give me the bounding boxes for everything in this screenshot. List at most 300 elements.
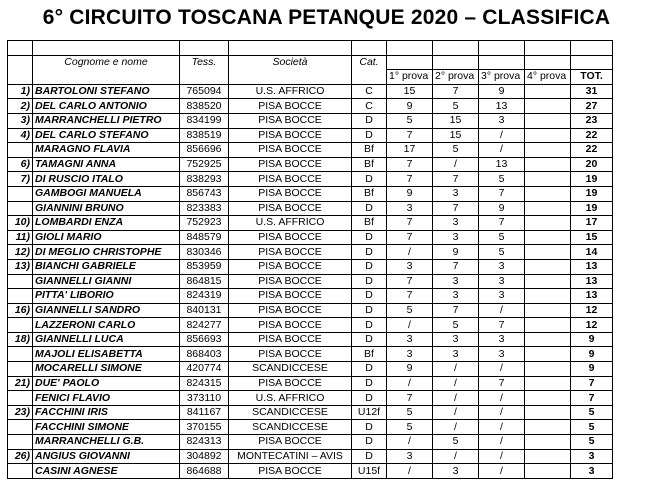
prova-3-cell: / (479, 420, 525, 435)
tot-cell: 19 (571, 201, 613, 216)
prova-2-cell: 15 (433, 113, 479, 128)
tess-cell: 834199 (180, 113, 229, 128)
table-row (8, 259, 613, 274)
societa-cell: PISA BOCCE (229, 99, 352, 114)
cat-cell: D (352, 435, 387, 450)
prova-3-cell: 3 (479, 289, 525, 304)
table-row (8, 216, 613, 231)
prova-1-cell: 9 (387, 362, 433, 377)
prova-2-cell: 7 (433, 259, 479, 274)
tot-cell: 3 (571, 464, 613, 479)
prova-2-cell: 3 (433, 216, 479, 231)
prova-1-cell: / (387, 435, 433, 450)
prova-1-cell: 7 (387, 216, 433, 231)
prova-2-cell: 3 (433, 274, 479, 289)
societa-cell: PISA BOCCE (229, 274, 352, 289)
table-row (8, 405, 613, 420)
tot-cell: 7 (571, 391, 613, 406)
spacer-row (8, 41, 613, 56)
header-prova-3: 3° prova (479, 70, 525, 85)
table-row (8, 186, 613, 201)
name-cell: BARTOLONI STEFANO (33, 84, 180, 99)
prova-4-cell (525, 216, 571, 231)
societa-cell: PISA BOCCE (229, 303, 352, 318)
prova-2-cell: 7 (433, 172, 479, 187)
cat-cell: D (352, 113, 387, 128)
prova-4-cell (525, 376, 571, 391)
name-cell: DEL CARLO ANTONIO (33, 99, 180, 114)
prova-3-cell: 13 (479, 157, 525, 172)
rank-cell: 3) (8, 113, 33, 128)
prova-2-cell: 7 (433, 84, 479, 99)
societa-cell: PISA BOCCE (229, 172, 352, 187)
prova-1-cell: / (387, 376, 433, 391)
societa-cell: PISA BOCCE (229, 245, 352, 260)
societa-cell: U.S. AFFRICO (229, 216, 352, 231)
cat-cell: D (352, 201, 387, 216)
cat-cell: D (352, 259, 387, 274)
tot-cell: 22 (571, 128, 613, 143)
table-row (8, 391, 613, 406)
name-cell: FACCHINI IRIS (33, 405, 180, 420)
rank-cell: 2) (8, 99, 33, 114)
prova-1-cell: 7 (387, 157, 433, 172)
prova-1-cell: 5 (387, 420, 433, 435)
name-cell: BIANCHI GABRIELE (33, 259, 180, 274)
tot-cell: 23 (571, 113, 613, 128)
prova-3-cell: 3 (479, 347, 525, 362)
prova-1-cell: 9 (387, 99, 433, 114)
tess-cell: 853959 (180, 259, 229, 274)
name-cell: MARAGNO FLAVIA (33, 143, 180, 158)
prova-4-cell (525, 347, 571, 362)
prova-3-cell: 5 (479, 172, 525, 187)
name-cell: MAJOLI ELISABETTA (33, 347, 180, 362)
prova-1-cell: 7 (387, 128, 433, 143)
name-cell: GAMBOGI MANUELA (33, 186, 180, 201)
tess-cell: 838519 (180, 128, 229, 143)
prova-1-cell: / (387, 464, 433, 479)
prova-3-cell: 3 (479, 332, 525, 347)
prova-4-cell (525, 332, 571, 347)
name-cell: LAZZERONI CARLO (33, 318, 180, 333)
rank-cell: 18) (8, 332, 33, 347)
name-cell: GIANNELLI SANDRO (33, 303, 180, 318)
table-row (8, 84, 613, 99)
name-cell: FACCHINI SIMONE (33, 420, 180, 435)
societa-cell: SCANDICCESE (229, 362, 352, 377)
cat-cell: D (352, 391, 387, 406)
tess-cell: 420774 (180, 362, 229, 377)
societa-cell: MONTECATINI – AVIS (229, 449, 352, 464)
page-title: 6° CIRCUITO TOSCANA PETANQUE 2020 – CLASSIFICA (42, 6, 611, 29)
subheader-row (8, 70, 613, 85)
tot-cell: 14 (571, 245, 613, 260)
rank-cell (8, 420, 33, 435)
cat-cell: Bf (352, 186, 387, 201)
cat-cell: D (352, 420, 387, 435)
prova-3-cell: / (479, 405, 525, 420)
prova-2-cell: 7 (433, 201, 479, 216)
name-cell: MARRANCHELLI G.B. (33, 435, 180, 450)
prova-1-cell: 7 (387, 172, 433, 187)
tess-cell: 864815 (180, 274, 229, 289)
name-cell: DI RUSCIO ITALO (33, 172, 180, 187)
prova-4-cell (525, 318, 571, 333)
cat-cell: D (352, 449, 387, 464)
prova-1-cell: 3 (387, 332, 433, 347)
tot-cell: 20 (571, 157, 613, 172)
tot-cell: 12 (571, 318, 613, 333)
prova-3-cell: / (479, 435, 525, 450)
prova-4-cell (525, 259, 571, 274)
prova-3-cell: / (479, 128, 525, 143)
prova-2-cell: / (433, 157, 479, 172)
prova-1-cell: 7 (387, 289, 433, 304)
prova-4-cell (525, 172, 571, 187)
cat-cell: Bf (352, 216, 387, 231)
tess-cell: 824315 (180, 376, 229, 391)
prova-3-cell: 9 (479, 201, 525, 216)
cat-cell: D (352, 245, 387, 260)
table-row (8, 201, 613, 216)
rank-cell (8, 347, 33, 362)
tess-cell: 868403 (180, 347, 229, 362)
prova-4-cell (525, 391, 571, 406)
tess-cell: 841167 (180, 405, 229, 420)
prova-1-cell: 17 (387, 143, 433, 158)
tot-cell: 13 (571, 289, 613, 304)
prova-1-cell: 3 (387, 347, 433, 362)
tot-cell: 5 (571, 435, 613, 450)
prova-3-cell: 7 (479, 216, 525, 231)
rank-cell (8, 318, 33, 333)
tot-cell: 7 (571, 376, 613, 391)
tot-cell: 13 (571, 259, 613, 274)
name-cell: CASINI AGNESE (33, 464, 180, 479)
name-cell: GIANNINI BRUNO (33, 201, 180, 216)
tot-cell: 9 (571, 362, 613, 377)
table-row (8, 376, 613, 391)
societa-cell: PISA BOCCE (229, 318, 352, 333)
prova-1-cell: 7 (387, 274, 433, 289)
rank-cell (8, 464, 33, 479)
table-row (8, 332, 613, 347)
table-row (8, 230, 613, 245)
tess-cell: 856693 (180, 332, 229, 347)
table-row (8, 143, 613, 158)
tess-cell: 830346 (180, 245, 229, 260)
rank-cell (8, 362, 33, 377)
prova-3-cell: / (479, 449, 525, 464)
tot-cell: 15 (571, 230, 613, 245)
name-cell: DEL CARLO STEFANO (33, 128, 180, 143)
name-cell: DI MEGLIO CHRISTOPHE (33, 245, 180, 260)
cat-cell: D (352, 289, 387, 304)
prova-4-cell (525, 405, 571, 420)
prova-4-cell (525, 157, 571, 172)
table-row (8, 289, 613, 304)
name-cell: GIANNELLI LUCA (33, 332, 180, 347)
societa-cell: PISA BOCCE (229, 332, 352, 347)
prova-1-cell: 7 (387, 230, 433, 245)
prova-4-cell (525, 113, 571, 128)
table-row (8, 113, 613, 128)
tess-cell: 765094 (180, 84, 229, 99)
cat-cell: D (352, 172, 387, 187)
rank-cell: 6) (8, 157, 33, 172)
prova-1-cell: 3 (387, 201, 433, 216)
rank-cell (8, 201, 33, 216)
tess-cell: 370155 (180, 420, 229, 435)
ranking-table (7, 40, 613, 479)
rank-cell (8, 435, 33, 450)
table-row (8, 420, 613, 435)
rank-cell: 7) (8, 172, 33, 187)
name-cell: LOMBARDI ENZA (33, 216, 180, 231)
tess-cell: 824277 (180, 318, 229, 333)
prova-2-cell: / (433, 405, 479, 420)
cat-cell: D (352, 362, 387, 377)
societa-cell: PISA BOCCE (229, 128, 352, 143)
prova-2-cell: / (433, 391, 479, 406)
tot-cell: 5 (571, 420, 613, 435)
tot-cell: 19 (571, 186, 613, 201)
tot-cell: 22 (571, 143, 613, 158)
prova-1-cell: 5 (387, 405, 433, 420)
prova-2-cell: 5 (433, 143, 479, 158)
tess-cell: 848579 (180, 230, 229, 245)
prova-3-cell: 7 (479, 186, 525, 201)
tot-cell: 3 (571, 449, 613, 464)
prova-3-cell: 7 (479, 318, 525, 333)
cat-cell: Bf (352, 347, 387, 362)
cat-cell: D (352, 332, 387, 347)
societa-cell: U.S. AFFRICO (229, 391, 352, 406)
header-societa: Società (229, 55, 352, 70)
prova-1-cell: 9 (387, 186, 433, 201)
name-cell: GIOLI MARIO (33, 230, 180, 245)
cat-cell: Bf (352, 143, 387, 158)
header-prova-4: 4° prova (525, 70, 571, 85)
cat-cell: C (352, 99, 387, 114)
prova-2-cell: 3 (433, 186, 479, 201)
header-name: Cognome e nome (33, 55, 180, 70)
rank-cell: 13) (8, 259, 33, 274)
societa-cell: SCANDICCESE (229, 405, 352, 420)
prova-3-cell: / (479, 303, 525, 318)
prova-4-cell (525, 84, 571, 99)
table-row (8, 274, 613, 289)
prova-4-cell (525, 274, 571, 289)
societa-cell: PISA BOCCE (229, 157, 352, 172)
tess-cell: 856696 (180, 143, 229, 158)
rank-cell: 4) (8, 128, 33, 143)
prova-3-cell: / (479, 464, 525, 479)
table-row (8, 362, 613, 377)
tot-cell: 17 (571, 216, 613, 231)
header-tess: Tess. (180, 55, 229, 70)
tess-cell: 864688 (180, 464, 229, 479)
rank-cell: 10) (8, 216, 33, 231)
name-cell: MARRANCHELLI PIETRO (33, 113, 180, 128)
tess-cell: 824313 (180, 435, 229, 450)
prova-2-cell: / (433, 420, 479, 435)
table-row (8, 464, 613, 479)
societa-cell: PISA BOCCE (229, 435, 352, 450)
prova-3-cell: / (479, 362, 525, 377)
societa-cell: PISA BOCCE (229, 113, 352, 128)
header-cat: Cat. (352, 55, 387, 70)
prova-2-cell: 5 (433, 318, 479, 333)
prova-4-cell (525, 449, 571, 464)
prova-1-cell: / (387, 245, 433, 260)
name-cell: GIANNELLI GIANNI (33, 274, 180, 289)
societa-cell: PISA BOCCE (229, 464, 352, 479)
societa-cell: PISA BOCCE (229, 347, 352, 362)
cat-cell: C (352, 84, 387, 99)
prova-2-cell: 3 (433, 332, 479, 347)
cat-cell: D (352, 376, 387, 391)
rank-cell: 16) (8, 303, 33, 318)
header-prova-1: 1° prova (387, 70, 433, 85)
prova-2-cell: 3 (433, 347, 479, 362)
prova-1-cell: 7 (387, 391, 433, 406)
prova-1-cell: 5 (387, 113, 433, 128)
prova-2-cell: 5 (433, 435, 479, 450)
prova-2-cell: 7 (433, 303, 479, 318)
prova-4-cell (525, 143, 571, 158)
header-row (8, 55, 613, 70)
cat-cell: D (352, 303, 387, 318)
rank-cell (8, 289, 33, 304)
societa-cell: PISA BOCCE (229, 289, 352, 304)
tot-cell: 31 (571, 84, 613, 99)
table-row (8, 347, 613, 362)
rank-cell: 1) (8, 84, 33, 99)
header-tot: TOT. (571, 70, 613, 85)
prova-4-cell (525, 245, 571, 260)
prova-3-cell: 3 (479, 259, 525, 274)
table-row (8, 172, 613, 187)
table-row (8, 99, 613, 114)
tess-cell: 752923 (180, 216, 229, 231)
tot-cell: 5 (571, 405, 613, 420)
prova-2-cell: / (433, 362, 479, 377)
prova-2-cell: 5 (433, 99, 479, 114)
prova-2-cell: / (433, 449, 479, 464)
societa-cell: PISA BOCCE (229, 376, 352, 391)
tess-cell: 752925 (180, 157, 229, 172)
prova-2-cell: 3 (433, 289, 479, 304)
prova-4-cell (525, 128, 571, 143)
tot-cell: 19 (571, 172, 613, 187)
prova-4-cell (525, 186, 571, 201)
header-prova-2: 2° prova (433, 70, 479, 85)
table-row (8, 303, 613, 318)
rank-cell: 12) (8, 245, 33, 260)
tess-cell: 856743 (180, 186, 229, 201)
tot-cell: 12 (571, 303, 613, 318)
prova-2-cell: 9 (433, 245, 479, 260)
prova-4-cell (525, 289, 571, 304)
rank-cell: 26) (8, 449, 33, 464)
name-cell: TAMAGNI ANNA (33, 157, 180, 172)
prova-3-cell: 7 (479, 376, 525, 391)
table-row (8, 157, 613, 172)
societa-cell: PISA BOCCE (229, 259, 352, 274)
tot-cell: 27 (571, 99, 613, 114)
prova-3-cell: 3 (479, 274, 525, 289)
prova-4-cell (525, 201, 571, 216)
table-row (8, 128, 613, 143)
tot-cell: 9 (571, 347, 613, 362)
prova-3-cell: 5 (479, 230, 525, 245)
prova-4-cell (525, 362, 571, 377)
cat-cell: U15f (352, 464, 387, 479)
cat-cell: Bf (352, 157, 387, 172)
tess-cell: 824319 (180, 289, 229, 304)
rank-cell (8, 186, 33, 201)
prova-2-cell: / (433, 376, 479, 391)
prova-3-cell: / (479, 143, 525, 158)
prova-1-cell: 3 (387, 449, 433, 464)
cat-cell: D (352, 318, 387, 333)
tess-cell: 838520 (180, 99, 229, 114)
tot-cell: 9 (571, 332, 613, 347)
prova-2-cell: 3 (433, 464, 479, 479)
name-cell: FENICI FLAVIO (33, 391, 180, 406)
prova-4-cell (525, 230, 571, 245)
cat-cell: U12f (352, 405, 387, 420)
tess-cell: 304892 (180, 449, 229, 464)
table-row (8, 318, 613, 333)
societa-cell: PISA BOCCE (229, 230, 352, 245)
prova-3-cell: / (479, 391, 525, 406)
societa-cell: U.S. AFFRICO (229, 84, 352, 99)
table-row (8, 449, 613, 464)
prova-1-cell: / (387, 318, 433, 333)
prova-2-cell: 15 (433, 128, 479, 143)
prova-3-cell: 13 (479, 99, 525, 114)
tess-cell: 373110 (180, 391, 229, 406)
cat-cell: D (352, 274, 387, 289)
prova-1-cell: 5 (387, 303, 433, 318)
prova-3-cell: 5 (479, 245, 525, 260)
societa-cell: SCANDICCESE (229, 420, 352, 435)
prova-4-cell (525, 420, 571, 435)
tess-cell: 840131 (180, 303, 229, 318)
cat-cell: D (352, 128, 387, 143)
cat-cell: D (352, 230, 387, 245)
name-cell: MOCARELLI SIMONE (33, 362, 180, 377)
societa-cell: PISA BOCCE (229, 201, 352, 216)
tot-cell: 13 (571, 274, 613, 289)
prova-1-cell: 15 (387, 84, 433, 99)
prova-2-cell: 3 (433, 230, 479, 245)
rank-cell (8, 391, 33, 406)
societa-cell: PISA BOCCE (229, 143, 352, 158)
societa-cell: PISA BOCCE (229, 186, 352, 201)
rank-cell: 11) (8, 230, 33, 245)
prova-4-cell (525, 464, 571, 479)
table-row (8, 245, 613, 260)
prova-3-cell: 3 (479, 113, 525, 128)
rank-cell: 23) (8, 405, 33, 420)
rank-cell (8, 143, 33, 158)
name-cell: PITTA' LIBORIO (33, 289, 180, 304)
prova-3-cell: 9 (479, 84, 525, 99)
